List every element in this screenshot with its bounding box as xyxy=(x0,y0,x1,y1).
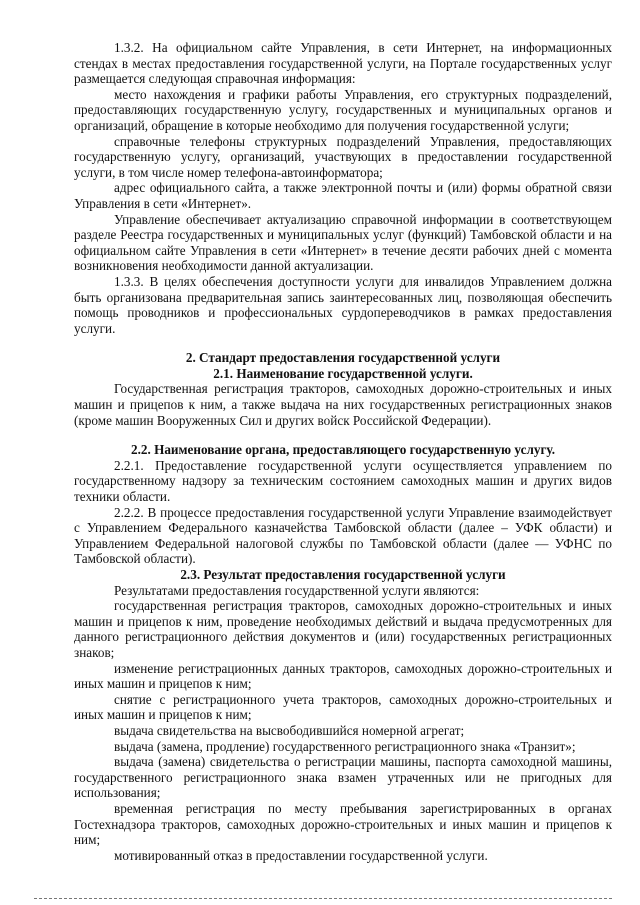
result-item-temporary-registration: временная регистрация по месту пребывания зарегистрированных в органах Гостехнадзора тракторов, самоходных дорожно-строительных и иных машин и прицепов к ним; xyxy=(74,800,612,848)
result-item-transit-sign: выдача (замена, продление) государственного регистрационного знака «Транзит»; xyxy=(114,738,576,754)
paragraph-2-2-2: 2.2.2. В процессе предоставления государственной услуги Управление взаимодействует с Управлением Федерального казначейства Тамбовской области (далее – УФК области) и Управлением Федеральной налоговой службы по Тамбовской области (далее — УФНС по Тамбовской области). xyxy=(74,504,612,567)
result-item-refusal: мотивированный отказ в предоставлении государственной услуги. xyxy=(114,847,488,863)
page-bottom-divider xyxy=(34,898,612,899)
result-item-certificate-unit: выдача свидетельства на высвободившийся номерной агрегат; xyxy=(114,722,465,738)
section-heading-2-2: 2.2. Наименование органа, предоставляющего государственную услугу. xyxy=(131,442,555,458)
result-item-deregistration: снятие с регистрационного учета тракторов, самоходных дорожно-строительных и иных машин и прицепов к ним; xyxy=(74,691,612,723)
paragraph-1-3-3: 1.3.3. В целях обеспечения доступности услуги для инвалидов Управлением должна быть организована предварительная запись заинтересованных лиц, позволяющая обеспечить помощь проводников и профессиональных сурдопереводчиков в рамках предоставления услуги. xyxy=(74,273,612,336)
result-item-change-data: изменение регистрационных данных тракторов, самоходных дорожно-строительных и иных машин и прицепов к ним; xyxy=(74,660,612,692)
section-heading-2-1: 2.1. Наименование государственной услуги. xyxy=(213,365,473,381)
paragraph-location-schedule: место нахождения и графики работы Управления, его структурных подразделений, предоставляющих государственную услугу, государственных и муниципальных органов и организаций, обращение в которые необходимо для получения государственной услуги; xyxy=(74,86,612,133)
paragraph-results-intro: Результатами предоставления государственной услуги являются: xyxy=(114,582,480,598)
result-item-registration: государственная регистрация тракторов, самоходных дорожно-строительных и иных машин и прицепов к ним, проведение необходимых действий и выдача предусмотренных для данного регистрационного действия документов и (или) государственных регистрационных знаков; xyxy=(74,598,612,660)
paragraph-website-address: адрес официального сайта, а также электронной почты и (или) формы обратной связи Управления в сети «Интернет». xyxy=(74,180,612,211)
paragraph-phones: справочные телефоны структурных подразделений Управления, предоставляющих государственную услугу, организаций, участвующих в предоставлении государственной услуги, в том числе номер телефона-автоинформатора; xyxy=(74,133,612,180)
paragraph-2-2-1: 2.2.1. Предоставление государственной услуги осуществляется управлением по государственному надзору за техническим состоянием самоходных машин и других видов техники области. xyxy=(74,457,612,505)
paragraph-service-name: Государственная регистрация тракторов, самоходных дорожно-строительных и иных машин и прицепов к ним, а также выдача на них государственных регистрационных знаков (кроме машин Вооруженных Сил и других войск Российской Федерации). xyxy=(74,381,612,428)
paragraph-1-3-2: 1.3.2. На официальном сайте Управления, в сети Интернет, на информационных стендах в местах предоставления государственной услуги, на Портале государственных услуг размещается следующая справочная информация: xyxy=(74,40,612,87)
result-item-replacement: выдача (замена) свидетельства о регистрации машины, паспорта самоходной машины, государственного регистрационного знака взамен утраченных или не пригодных для использования; xyxy=(74,754,612,801)
section-heading-2-3: 2.3. Результат предоставления государственной услуги xyxy=(180,567,506,582)
paragraph-actualization: Управление обеспечивает актуализацию справочной информации в соответствующем разделе Реестра государственных и муниципальных услуг (функций) Тамбовской области и на официальном сайте Управления в сети «Интернет» в течение десяти рабочих дней с момента возникновения необходимости данной актуализации. xyxy=(74,211,612,274)
section-heading-2: 2. Стандарт предоставления государственной услуги xyxy=(185,350,501,366)
